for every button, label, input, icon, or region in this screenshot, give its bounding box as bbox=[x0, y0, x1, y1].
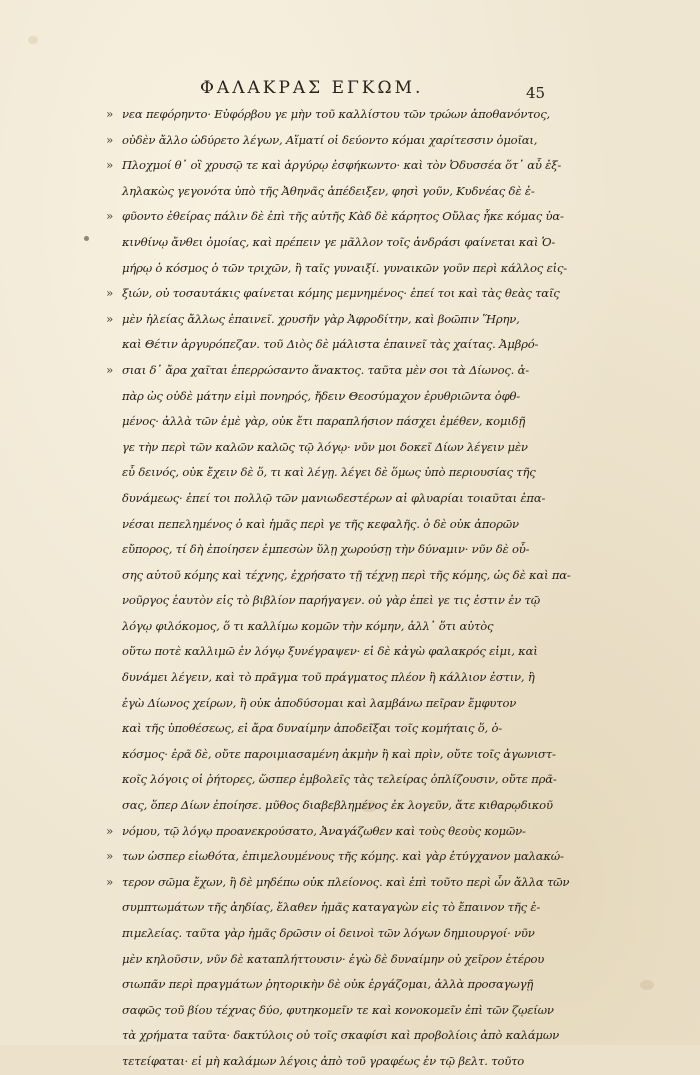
quotation-mark: » bbox=[106, 849, 114, 864]
quotation-mark: » bbox=[106, 311, 114, 326]
line-text: ξιών, οὐ τοσαυτάκις φαίνεται κόμης μεμνημένος· ἐπεί τοι καὶ τὰς θεὰς ταῖς bbox=[122, 286, 560, 301]
text-line bbox=[106, 870, 570, 896]
text-line bbox=[120, 230, 556, 256]
line-text: καὶ τῆς ὑποθέσεως, εἰ ἄρα δυναίμην ἀποδεῖξαι τοῖς κομήταις ὅ, ὁ- bbox=[122, 721, 503, 736]
paper-spot bbox=[640, 980, 654, 990]
text-line bbox=[120, 639, 552, 665]
text-line bbox=[120, 512, 552, 538]
paper-spot bbox=[28, 36, 38, 44]
line-text: νεα πεφόρηντο· Εὐφόρβου γε μὴν τοῦ καλλίστου τῶν τρώων ἀποθανόντος, bbox=[122, 107, 550, 121]
quotation-mark: » bbox=[106, 158, 114, 173]
line-text: νόμου, τῷ λόγῳ προανεκρούσατο, Ἀναγάζωθεν καὶ τοὺς θεοὺς κομῶν- bbox=[122, 823, 526, 838]
line-text: Πλοχμοί θ᾽ οἳ χρυσῷ τε καὶ ἀργύρῳ ἐσφήκωντο· καὶ τὸν Ὀδυσσέα ὅτ᾽ αὖ ἐξ- bbox=[122, 158, 562, 173]
text-line bbox=[120, 691, 552, 717]
text-line bbox=[106, 128, 552, 154]
text-line bbox=[120, 767, 557, 793]
text-line bbox=[120, 537, 552, 563]
line-text: γε τὴν περὶ τῶν καλῶν καλῶς τῷ λόγῳ· νῦν μοι δοκεῖ Δίων λέγειν μὲν bbox=[122, 439, 528, 454]
line-text: κοῖς λόγοις οἱ ῥήτορες, ὥσπερ ἐμβολεῖς τὰς τελείρας ὁπλίζουσιν, οὔτε πρᾶ- bbox=[122, 772, 557, 787]
line-text: τερον σῶμα ἔχων, ἢ δὲ μηδέπω οὐκ πλείονος. καὶ ἐπὶ τοῦτο περὶ ὧν ἄλλα τῶν bbox=[122, 874, 570, 889]
line-text: μὲν κηλοῦσιν, νῦν δὲ καταπλήττουσιν· ἐγὼ δὲ δυναίμην οὐ χεῖρον ἑτέρου bbox=[122, 951, 545, 966]
text-line bbox=[120, 384, 552, 410]
ink-dot bbox=[84, 236, 89, 241]
text-line bbox=[120, 486, 552, 512]
text-line bbox=[120, 179, 552, 205]
running-head: ΦΑΛΑΚΡΑΣ ΕΓΚΩΜ. bbox=[200, 78, 424, 98]
line-text: ληλακὼς γεγονότα ὑπὸ τῆς Ἀθηνᾶς ἀπέδειξεν, φησὶ γοῦν, Κυδνέας δὲ ἐ- bbox=[122, 183, 535, 198]
line-text: δυνάμει λέγειν, καὶ τὸ πρᾶγμα τοῦ πράγματος πλέον ἢ κάλλιον ἐστιν, ἢ bbox=[122, 670, 535, 685]
text-line bbox=[120, 588, 552, 614]
line-text: σιαι δ᾽ ἄρα χαῖται ἐπερρώσαντο ἄνακτος. ταῦτα μὲν σοι τὰ Δίωνος. ἀ- bbox=[122, 362, 529, 377]
text-line bbox=[120, 563, 571, 589]
line-text: τετείφαται· εἰ μὴ καλάμων λέγοις ἀπὸ τοῦ γραφέως ἐν τῷ βελτ. τοῦτο bbox=[122, 1053, 525, 1068]
text-line bbox=[120, 947, 552, 973]
line-text: κόσμος· ἐρᾶ δὲ, οὔτε παροιμιασαμένη ἀκμὴν ἢ καὶ πρὶν, οὔτε τοῖς ἀγωνιστ- bbox=[122, 746, 556, 761]
line-text: οὕτω ποτὲ καλλιμῶ ἐν λόγῳ ξυνέγραψεν· εἰ δὲ κἀγὼ φαλακρός εἰμι, καὶ bbox=[122, 644, 538, 659]
line-text: μήρῳ ὁ κόσμος ὁ τῶν τριχῶν, ἢ ταῖς γυναιξί. γυναικῶν γοῦν περὶ κάλλος εἰς- bbox=[122, 260, 567, 275]
line-text: λόγῳ φιλόκομος, ὅ τι καλλίμω κομῶν τὴν κόμην, ἀλλ᾽ ὅτι αὐτὸς bbox=[122, 618, 494, 633]
text-block bbox=[106, 102, 571, 1075]
text-line bbox=[106, 844, 564, 870]
text-line bbox=[106, 102, 552, 128]
quotation-mark: » bbox=[106, 286, 114, 301]
text-line bbox=[106, 307, 552, 333]
text-line bbox=[120, 716, 552, 742]
text-line bbox=[120, 409, 552, 435]
text-line bbox=[106, 153, 562, 179]
line-text: συμπτωμάτων τῆς ἀηδίας, ἔλαθεν ἡμᾶς καταγαγὼν εἰς τὸ ἔπαινον τῆς ἐ- bbox=[122, 900, 541, 915]
line-text: σιωπᾶν περὶ πραγμάτων ῥητορικὴν δὲ οὐκ ἐργάζομαι, ἀλλὰ προσαγωγῇ bbox=[122, 977, 534, 992]
text-line bbox=[120, 793, 552, 819]
line-text: ἐγὼ Δίωνος χείρων, ἢ οὐκ ἀποδύσομαι καὶ λαμβάνω πεῖραν ἔμφυτον bbox=[122, 695, 517, 710]
text-line bbox=[120, 256, 567, 282]
text-line bbox=[106, 281, 560, 307]
quotation-mark: » bbox=[106, 362, 114, 377]
text-line bbox=[120, 332, 552, 358]
line-text: καὶ Θέτιν ἀργυρόπεζαν. τοῦ Διὸς δὲ μάλιστα ἐπαινεῖ τὰς χαίτας. Ἀμβρό- bbox=[122, 337, 539, 352]
line-text: κινθίνῳ ἄνθει ὁμοίας, καὶ πρέπειν γε μᾶλλον τοῖς ἀνδράσι φαίνεται καὶ Ὁ- bbox=[122, 234, 556, 249]
text-line bbox=[120, 614, 552, 640]
text-line bbox=[120, 665, 552, 691]
text-line bbox=[120, 460, 552, 486]
line-text: τὰ χρήματα ταῦτα· δακτύλοις οὐ τοῖς σκαφίσι καὶ προβολίοις ἀπὸ καλάμων bbox=[122, 1028, 559, 1043]
quotation-mark: » bbox=[106, 107, 114, 121]
quotation-mark: » bbox=[106, 874, 114, 889]
line-text: νοῦργος ἑαυτὸν εἰς τὸ βιβλίον παρήγαγεν. οὐ γὰρ ἐπεὶ γε τις ἐστιν ἐν τῷ bbox=[122, 593, 541, 608]
line-text: οὐδὲν ἄλλο ὠδύρετο λέγων, Αἵματί οἱ δεύοντο κόμαι χαρίτεσσιν ὁμοῖαι, bbox=[122, 132, 538, 147]
line-text: μένος· ἀλλὰ τῶν ἐμὲ γὰρ, οὐκ ἔτι παραπλήσιον πάσχει ἐμέθεν, κομιδῇ bbox=[122, 414, 526, 429]
line-text: πιμελείας. ταῦτα γὰρ ἡμᾶς δρῶσιν οἱ δεινοὶ τῶν λόγων δημιουργοί· νῦν bbox=[122, 926, 535, 940]
line-text: σας, ὅπερ Δίων ἐποίησε. μῦθος διαβεβλημένος ἐκ λογεῦν, ἅτε κιθαρῳδικοῦ bbox=[122, 798, 553, 813]
line-text: δυνάμεως· ἐπεί τοι πολλῷ τῶν μανιωδεστέρων αἱ φλυαρίαι τοιαῦται ἐπα- bbox=[122, 490, 546, 505]
text-line bbox=[120, 435, 552, 461]
line-text: μὲν ἠλείας ἄλλως ἐπαινεῖ. χρυσῆν γὰρ Ἀφροδίτην, καὶ βοῶπιν Ἥρην, bbox=[122, 311, 520, 326]
text-line bbox=[120, 742, 556, 768]
line-text: σαφῶς τοῦ βίου τέχνας δύο, φυτηκομεῖν τε καὶ κονοκομεῖν ἐπὶ τῶν ζῳείων bbox=[122, 1002, 554, 1017]
quotation-mark: » bbox=[106, 132, 114, 147]
line-text: φῦοντο ἐθείρας πάλιν δὲ ἐπὶ τῆς αὐτῆς Κὰδ δὲ κάρητος Οὔλας ἧκε κόμας ὑα- bbox=[122, 209, 564, 224]
text-line bbox=[120, 998, 552, 1024]
text-line bbox=[120, 972, 552, 998]
text-line bbox=[120, 1023, 559, 1049]
text-line bbox=[106, 819, 552, 845]
text-line bbox=[120, 921, 552, 947]
page-header bbox=[0, 74, 700, 104]
quotation-mark: » bbox=[106, 209, 114, 224]
text-line bbox=[106, 358, 552, 384]
text-line bbox=[106, 204, 564, 230]
line-text: νέσαι πεπελημένος ὁ καὶ ἡμᾶς περὶ γε τῆς κεφαλῆς. ὁ δὲ οὐκ ἀπορῶν bbox=[122, 516, 519, 531]
text-line bbox=[120, 895, 552, 921]
line-text: εὔπορος, τί δὴ ἐποίησεν ἐμπεσὼν ὕλῃ χωρούσῃ τὴν δύναμιν· νῦν δὲ οὖ- bbox=[122, 542, 530, 557]
quotation-mark: » bbox=[106, 823, 114, 838]
line-text: πὰρ ὡς οὐδὲ μάτην εἰμὶ πονηρός, ἤδειν Θεοσύμαχον ἐρυθριῶντα ὀφθ- bbox=[122, 388, 520, 403]
line-text: εὖ δεινός, οὐκ ἔχειν δὲ ὅ, τι καὶ λέγῃ. λέγει δὲ ὅμως ὑπὸ περιουσίας τῆς bbox=[122, 465, 536, 480]
page-number: 45 bbox=[526, 84, 546, 102]
line-text: των ὡσπερ εἰωθότα, ἐπιμελουμένους τῆς κόμης. καὶ γὰρ ἐτύγχανον μαλακώ- bbox=[122, 849, 564, 864]
text-line bbox=[120, 1049, 552, 1075]
line-text: σης αὐτοῦ κόμης καὶ τέχνης, ἐχρήσατο τῇ τέχνῃ περὶ τῆς κόμης, ὡς δὲ καὶ πα- bbox=[122, 567, 571, 582]
